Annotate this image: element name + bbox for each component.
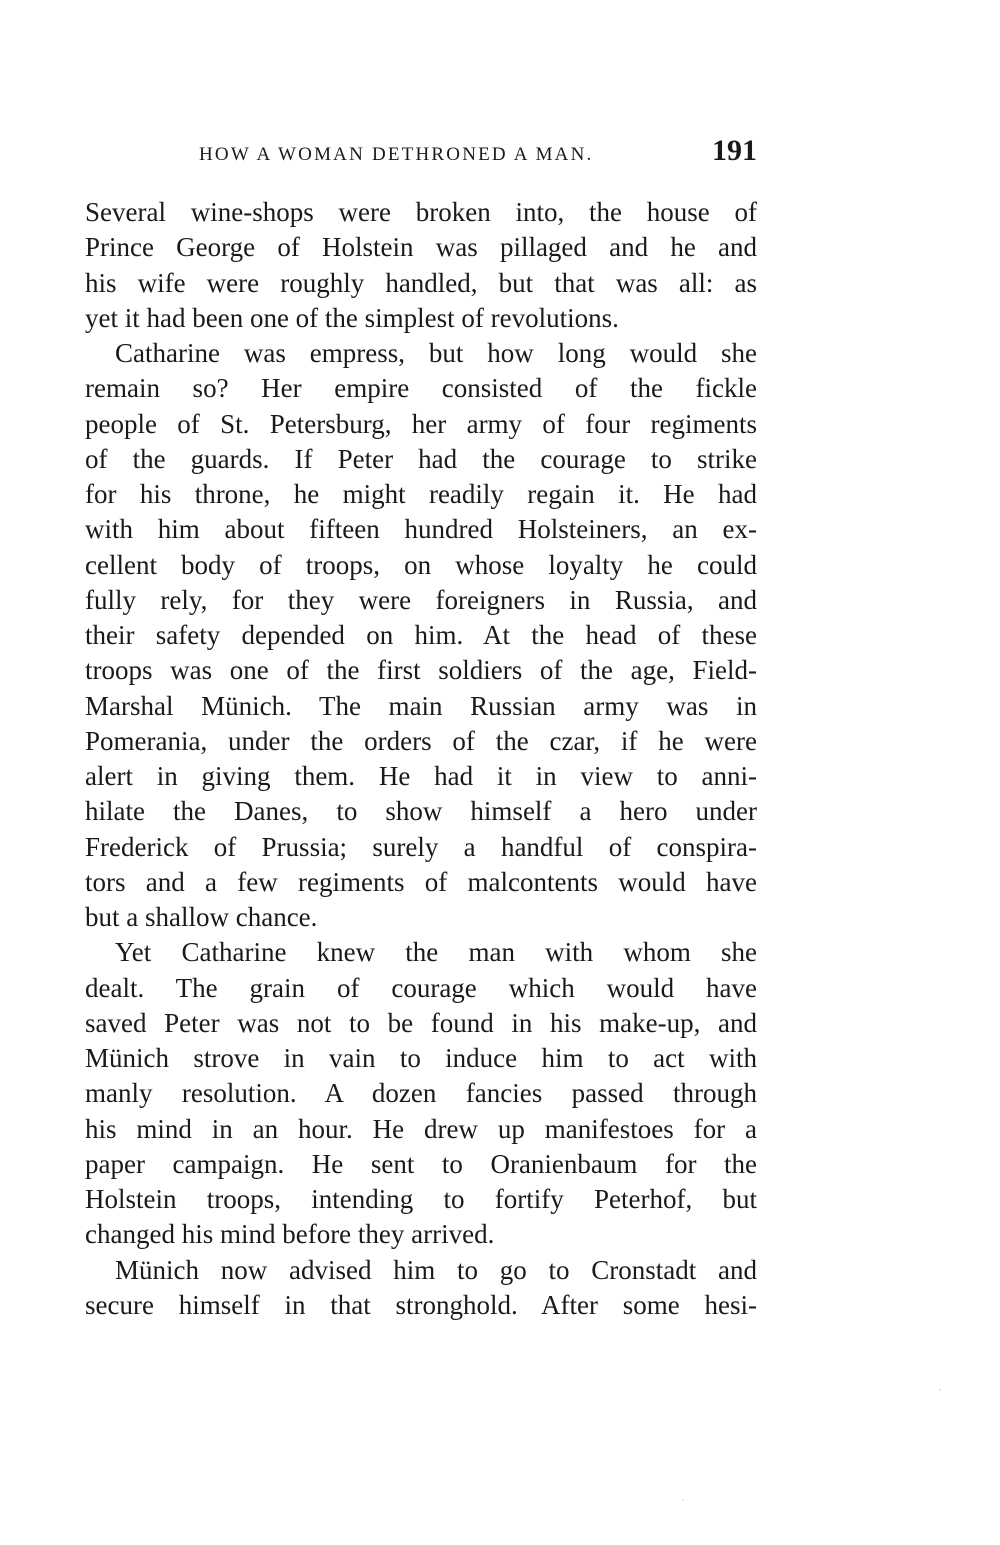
text-line: their safety depended on him. At the head of these xyxy=(85,620,757,650)
text-line: Catharine was empress, but how long would she xyxy=(115,338,757,368)
text-line: his mind in an hour. He drew up manifestoes for a xyxy=(85,1113,757,1144)
text-line: his wife were roughly handled, but that was all: as xyxy=(85,267,757,298)
text-line: alert in giving them. He had it in view to anni- xyxy=(85,761,757,791)
running-title: HOW A WOMAN DETHRONED A MAN. xyxy=(199,144,594,165)
text-line: of the guards. If Peter had the courage to strike xyxy=(85,443,757,474)
text-line: Yet Catharine knew the man with whom she xyxy=(115,937,757,968)
page-number: 191 xyxy=(712,134,757,167)
text-line: remain so? Her empire consisted of the fickle xyxy=(85,373,757,404)
text-line: hilate the Danes, to show himself a hero under xyxy=(85,796,757,827)
text-line: Marshal Münich. The main Russian army was in xyxy=(85,690,757,721)
text-line: changed his mind before they arrived. xyxy=(85,1219,495,1250)
text-line: Prince George of Holstein was pillaged and he and xyxy=(85,232,757,263)
text-line: Pomerania, under the orders of the czar, if he were xyxy=(85,725,757,756)
text-line: saved Peter was not to be found in his make-up, and xyxy=(85,1007,757,1038)
paragraph-2 xyxy=(85,336,757,935)
text-line: secure himself in that stronghold. After some hesi- xyxy=(85,1289,757,1320)
paragraph-1 xyxy=(85,195,757,336)
text-line: troops was one of the first soldiers of the age, Field- xyxy=(85,655,757,686)
text-line: with him about fifteen hundred Holsteiners, an ex- xyxy=(85,514,757,545)
text-line: tors and a few regiments of malcontents would have xyxy=(85,866,757,897)
text-line: Holstein troops, intending to fortify Peterhof, but xyxy=(85,1184,757,1214)
text-line: Frederick of Prussia; surely a handful of conspira- xyxy=(85,831,757,862)
text-line: Münich now advised him to go to Cronstadt and xyxy=(115,1254,757,1285)
text-line: manly resolution. A dozen fancies passed through xyxy=(85,1078,757,1109)
text-line: cellent body of troops, on whose loyalty he could xyxy=(85,549,757,580)
text-line: for his throne, he might readily regain it. He had xyxy=(85,479,757,509)
body-text xyxy=(85,195,757,1323)
text-line: dealt. The grain of courage which would have xyxy=(85,972,757,1003)
paper-speck xyxy=(682,1499,683,1500)
paragraph-3 xyxy=(85,935,757,1252)
text-line: paper campaign. He sent to Oranienbaum for the xyxy=(85,1148,757,1179)
text-line: Münich strove in vain to induce him to act with xyxy=(85,1043,757,1073)
text-line: fully rely, for they were foreigners in Russia, and xyxy=(85,584,757,615)
text-line: yet it had been one of the simplest of revolutions. xyxy=(85,302,619,333)
text-line: Several wine-shops were broken into, the house of xyxy=(85,197,757,227)
paper-speck xyxy=(939,1389,941,1391)
page-header xyxy=(85,128,757,178)
text-line: people of St. Petersburg, her army of four regiments xyxy=(85,408,757,439)
paragraph-4 xyxy=(85,1253,757,1324)
text-line: but a shallow chance. xyxy=(85,902,318,932)
